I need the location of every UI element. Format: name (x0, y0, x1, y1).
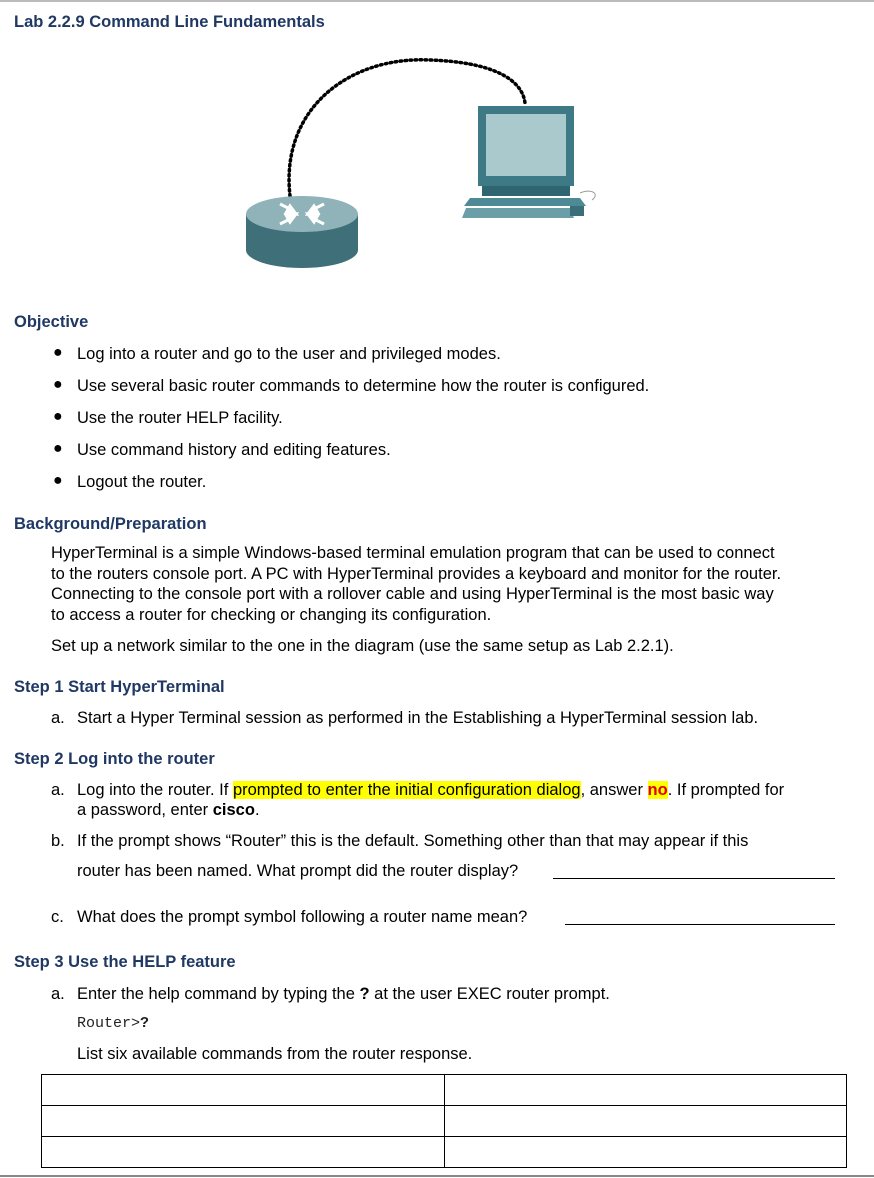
background-line: to access a router for checking or changing its configuration. (51, 606, 492, 624)
list-item: Use command history and editing features. (77, 441, 391, 459)
step2-a-line1 (77, 780, 784, 801)
bullet-icon: ● (53, 408, 63, 425)
step2-a-post: . If prompted for (667, 781, 785, 799)
background-line: HyperTerminal is a simple Windows-based terminal emulation program that can be used to connect (51, 544, 775, 562)
list-item: Logout the router. (77, 473, 207, 491)
table-row (42, 1106, 847, 1137)
pc-icon (462, 106, 595, 218)
table-row (42, 1075, 847, 1106)
bullet-icon: ● (53, 376, 63, 393)
list-item: Log into a router and go to the user and privileged modes. (77, 345, 501, 363)
step2-b-label: b. (51, 832, 65, 850)
list-item: Use several basic router commands to determine how the router is configured. (77, 377, 650, 395)
password-value: cisco (212, 801, 255, 819)
step2-b-line1: If the prompt shows “Router” this is the default. Something other than that may appear if this (77, 832, 749, 850)
step2-c-label: c. (51, 908, 64, 926)
answer-blank-c[interactable] (565, 910, 835, 925)
router-prompt: Router> (77, 1015, 141, 1032)
question-mark-key: ? (359, 985, 370, 1003)
table-cell[interactable] (42, 1137, 445, 1168)
step2-b-line2: router has been named. What prompt did the router display? (77, 862, 519, 880)
step2-a-mid: , answer (580, 781, 648, 799)
step2-c-text: What does the prompt symbol following a router name mean? (77, 908, 528, 926)
answer-no: no (647, 781, 668, 799)
highlighted-prompt-text: prompted to enter the initial configuration dialog (232, 781, 581, 799)
step1-a-label: a. (51, 709, 65, 727)
step2-heading: Step 2 Log into the router (14, 750, 215, 768)
table-cell[interactable] (444, 1075, 847, 1106)
page-bottom-rule (0, 1175, 874, 1177)
background-line: Connecting to the console port with a rollover cable and using HyperTerminal is the most basic way (51, 585, 774, 603)
background-setup-text: Set up a network similar to the one in the diagram (use the same setup as Lab 2.2.1). (51, 637, 674, 655)
table-cell[interactable] (444, 1106, 847, 1137)
bullet-icon: ● (53, 344, 63, 361)
background-heading: Background/Preparation (14, 515, 207, 533)
table-cell[interactable] (444, 1137, 847, 1168)
bullet-icon: ● (53, 440, 63, 457)
list-item: Use the router HELP facility. (77, 409, 283, 427)
lab-title: Lab 2.2.9 Command Line Fundamentals (14, 13, 325, 31)
step2-a-line2-pre: a password, enter (77, 801, 213, 819)
step2-a-line2 (77, 800, 260, 821)
answer-table (41, 1074, 847, 1168)
step3-list-text: List six available commands from the router response. (77, 1045, 473, 1063)
step1-heading: Step 1 Start HyperTerminal (14, 678, 225, 696)
page-top-rule (0, 0, 874, 2)
table-row (42, 1137, 847, 1168)
step3-a-text (77, 984, 610, 1005)
background-line: to the routers console port. A PC with HyperTerminal provides a keyboard and monitor for the router. (51, 565, 782, 583)
network-diagram (240, 48, 610, 284)
router-icon (246, 196, 358, 268)
step3-a-pre: Enter the help command by typing the (77, 985, 360, 1003)
table-cell[interactable] (42, 1106, 445, 1137)
step3-a-label: a. (51, 985, 65, 1003)
router-command (77, 1015, 149, 1032)
table-cell[interactable] (42, 1075, 445, 1106)
answer-blank-b[interactable] (553, 864, 835, 879)
step2-a-line2-post: . (254, 801, 260, 819)
step3-heading: Step 3 Use the HELP feature (14, 953, 236, 971)
step2-a-pre: Log into the router. If (77, 781, 233, 799)
objective-heading: Objective (14, 313, 89, 331)
step1-a-text: Start a Hyper Terminal session as performed in the Establishing a HyperTerminal session lab. (77, 709, 759, 727)
bullet-icon: ● (53, 472, 63, 489)
router-command-q: ? (140, 1015, 150, 1032)
step3-a-post: at the user EXEC router prompt. (369, 985, 610, 1003)
step2-a-label: a. (51, 781, 65, 799)
